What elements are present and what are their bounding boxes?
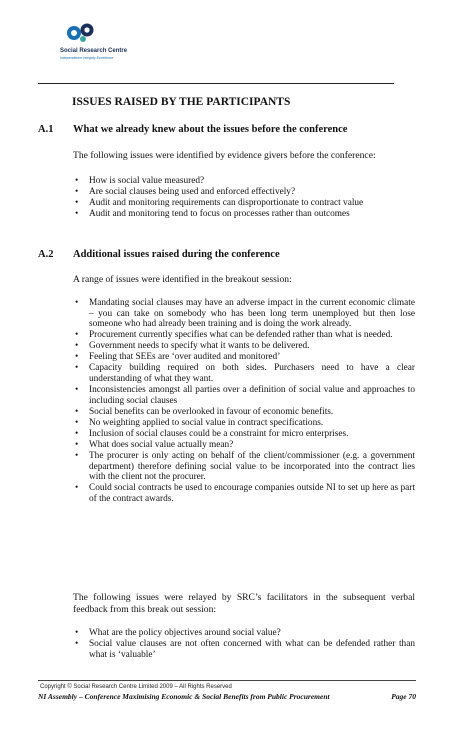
section-a2-followup-list [73, 628, 415, 661]
section-a2-heading [38, 249, 280, 260]
bullet-icon: • [75, 439, 79, 450]
section-number: A.2 [38, 249, 54, 260]
bullet-icon: • [75, 385, 79, 396]
section-a2-intro: A range of issues were identified in the breakout session: [73, 274, 292, 285]
list-item: • Are social clauses being used and enforced effectively? [75, 187, 296, 197]
bullet-icon: • [75, 639, 79, 649]
list-item: • Social value clauses are not often concerned with what can be defended rather than what is ‘valuable’ [75, 639, 415, 660]
list-item: • Procurement currently specifies what can be defended rather than what is needed. [75, 330, 393, 341]
list-item: • Inclusion of social clauses could be a constraint for micro enterprises. [75, 428, 349, 439]
bullet-icon: • [75, 209, 79, 219]
bullet-icon: • [75, 428, 79, 439]
list-item: • Could social contracts be used to encourage companies outside NI to set up here as part of the contract awards. [75, 483, 415, 504]
bullet-icon: • [75, 450, 79, 461]
bullet-icon: • [75, 483, 79, 494]
section-title: Additional issues raised during the conference [73, 249, 280, 260]
list-item: • Government needs to specify what it wants to be delivered. [75, 341, 310, 352]
logo [60, 22, 140, 66]
list-item: • How is social value measured? [75, 176, 205, 186]
footer [38, 692, 416, 701]
list-item: • Audit and monitoring requirements can disproportionate to contract value [75, 198, 364, 208]
list-item: • The procurer is only acting on behalf of the client/commissioner (e.g. a government department) therefore defining social value to be incorporated into the contract lies with the client not the procurer. [75, 450, 415, 483]
list-item: • Feeling that SEEs are ‘over audited and monitored’ [75, 352, 281, 363]
list-item: • No weighting applied to social value in contract specifications. [75, 417, 324, 428]
bullet-icon: • [75, 298, 79, 308]
page-number: Page 70 [391, 692, 416, 701]
list-item: • Mandating social clauses may have an adverse impact in the current economic climate – you can take on somebody who has been long term unemployed but then lose someone who had already been training and is doing the work already. [75, 298, 415, 330]
bullet-icon: • [75, 341, 79, 352]
list-item: • Inconsistencies amongst all parties over a definition of social value and approaches to including social clauses [75, 385, 415, 406]
section-a1-heading [38, 124, 347, 135]
bullet-icon: • [75, 417, 79, 428]
logo-name: Social Research Centre [60, 48, 128, 54]
header-rule [38, 83, 394, 84]
bullet-icon: • [75, 187, 79, 197]
list-item: • Social benefits can be overlooked in favour of economic benefits. [75, 406, 334, 417]
bullet-icon: • [75, 363, 79, 374]
logo-tagline: Independence Integrity Excellence [60, 56, 114, 60]
section-a1-intro: The following issues were identified by evidence givers before the conference: [73, 150, 376, 161]
logo-mark-icon [66, 22, 96, 44]
list-item: • What does social value actually mean? [75, 439, 234, 450]
list-item: • Capacity building required on both sides. Purchasers need to have a clear understanding of what they want. [75, 363, 415, 385]
bullet-icon: • [75, 406, 79, 417]
section-a1-list [73, 176, 415, 220]
bullet-icon: • [75, 352, 79, 363]
bullet-icon: • [75, 198, 79, 208]
document-title: NI Assembly – Conference Maximising Economic & Social Benefits from Public Procurement [38, 692, 330, 701]
section-a2-list [73, 298, 415, 505]
section-title: What we already knew about the issues before the conference [73, 124, 348, 135]
bullet-icon: • [75, 176, 79, 186]
bullet-icon: • [75, 330, 79, 341]
copyright-notice: Copyright © Social Research Centre Limited 2009 – All Rights Reserved [40, 684, 232, 690]
bullet-icon: • [75, 628, 79, 638]
section-a2-followup: The following issues were relayed by SRC’s facilitators in the subsequent verbal feedback from this break out session: [73, 592, 415, 615]
footer-rule [38, 680, 416, 681]
section-number: A.1 [38, 124, 54, 135]
list-item: • Audit and monitoring tend to focus on processes rather than outcomes [75, 209, 350, 219]
list-item: • What are the policy objectives around social value? [75, 628, 281, 638]
page-heading: ISSUES RAISED BY THE PARTICIPANTS [72, 96, 291, 108]
